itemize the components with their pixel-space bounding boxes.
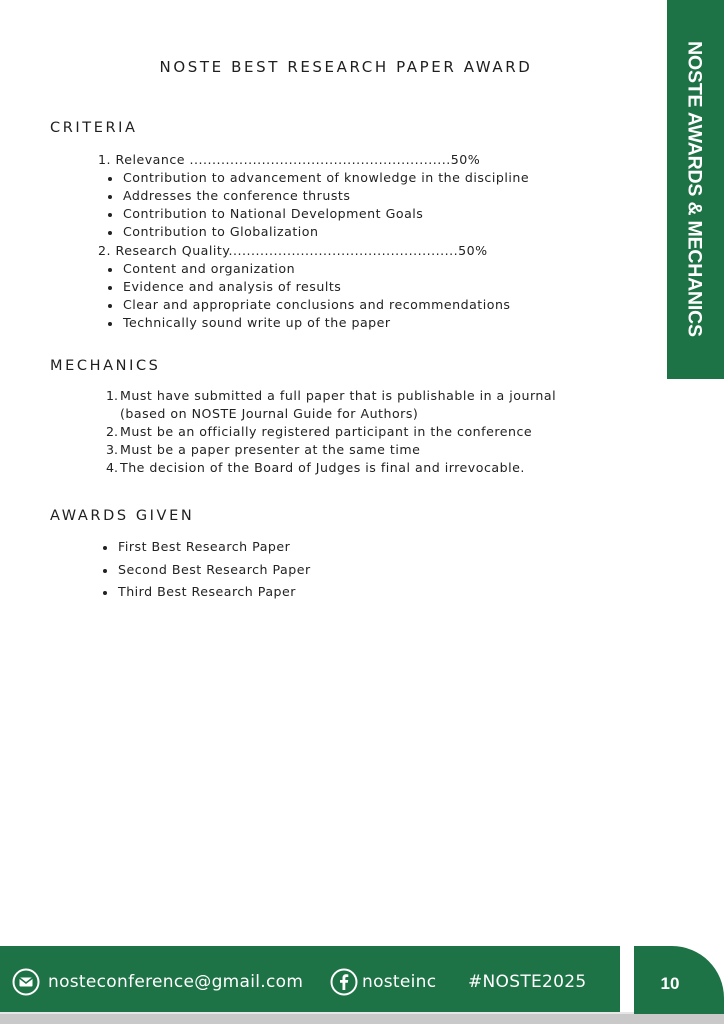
mechanics-item: The decision of the Board of Judges is final and irrevocable. [120,460,525,475]
list-item: Contribution to Globalization [123,224,319,239]
list-number: 2. [105,424,118,439]
award-item: First Best Research Paper [118,539,291,554]
list-item: Addresses the conference thrusts [123,188,351,203]
page-number: 10 [660,974,680,993]
envelope-icon [12,968,40,996]
criteria-heading: CRITERIA [50,120,138,136]
criterion-research-quality: 2. Research Quality...................................................50% [98,243,488,258]
list-number: 4. [105,460,118,475]
award-item: Third Best Research Paper [118,584,296,599]
facebook-icon [330,968,358,996]
list-item: Content and organization [123,261,296,276]
footer-email[interactable]: nosteconference@gmail.com [48,972,304,992]
mechanics-item-continued: (based on NOSTE Journal Guide for Authors) [120,406,419,421]
list-item: Contribution to National Development Goals [123,206,424,221]
mechanics-heading: MECHANICS [50,358,161,374]
mechanics-item: Must be an officially registered participant in the conference [120,424,533,439]
mechanics-item: Must be a paper presenter at the same time [120,442,421,457]
footer-facebook[interactable]: nosteinc [362,972,437,992]
footer-base-strip [0,1014,724,1024]
list-number: 1. [105,388,118,403]
list-item: Clear and appropriate conclusions and recommendations [123,297,511,312]
page-title: NOSTE BEST RESEARCH PAPER AWARD [159,58,533,76]
awards-heading: AWARDS GIVEN [50,508,195,524]
side-tab-label: NOSTE AWARDS & MECHANICS [683,41,706,337]
footer-hashtag: #NOSTE2025 [468,972,587,992]
list-item: Contribution to advancement of knowledge in the discipline [123,170,530,185]
list-number: 3. [105,442,118,457]
mechanics-item: Must have submitted a full paper that is publishable in a journal [120,388,557,403]
list-item: Evidence and analysis of results [123,279,342,294]
list-item: Technically sound write up of the paper [123,315,391,330]
award-item: Second Best Research Paper [118,562,311,577]
criterion-relevance: 1. Relevance ..........................................................50% [98,152,481,167]
